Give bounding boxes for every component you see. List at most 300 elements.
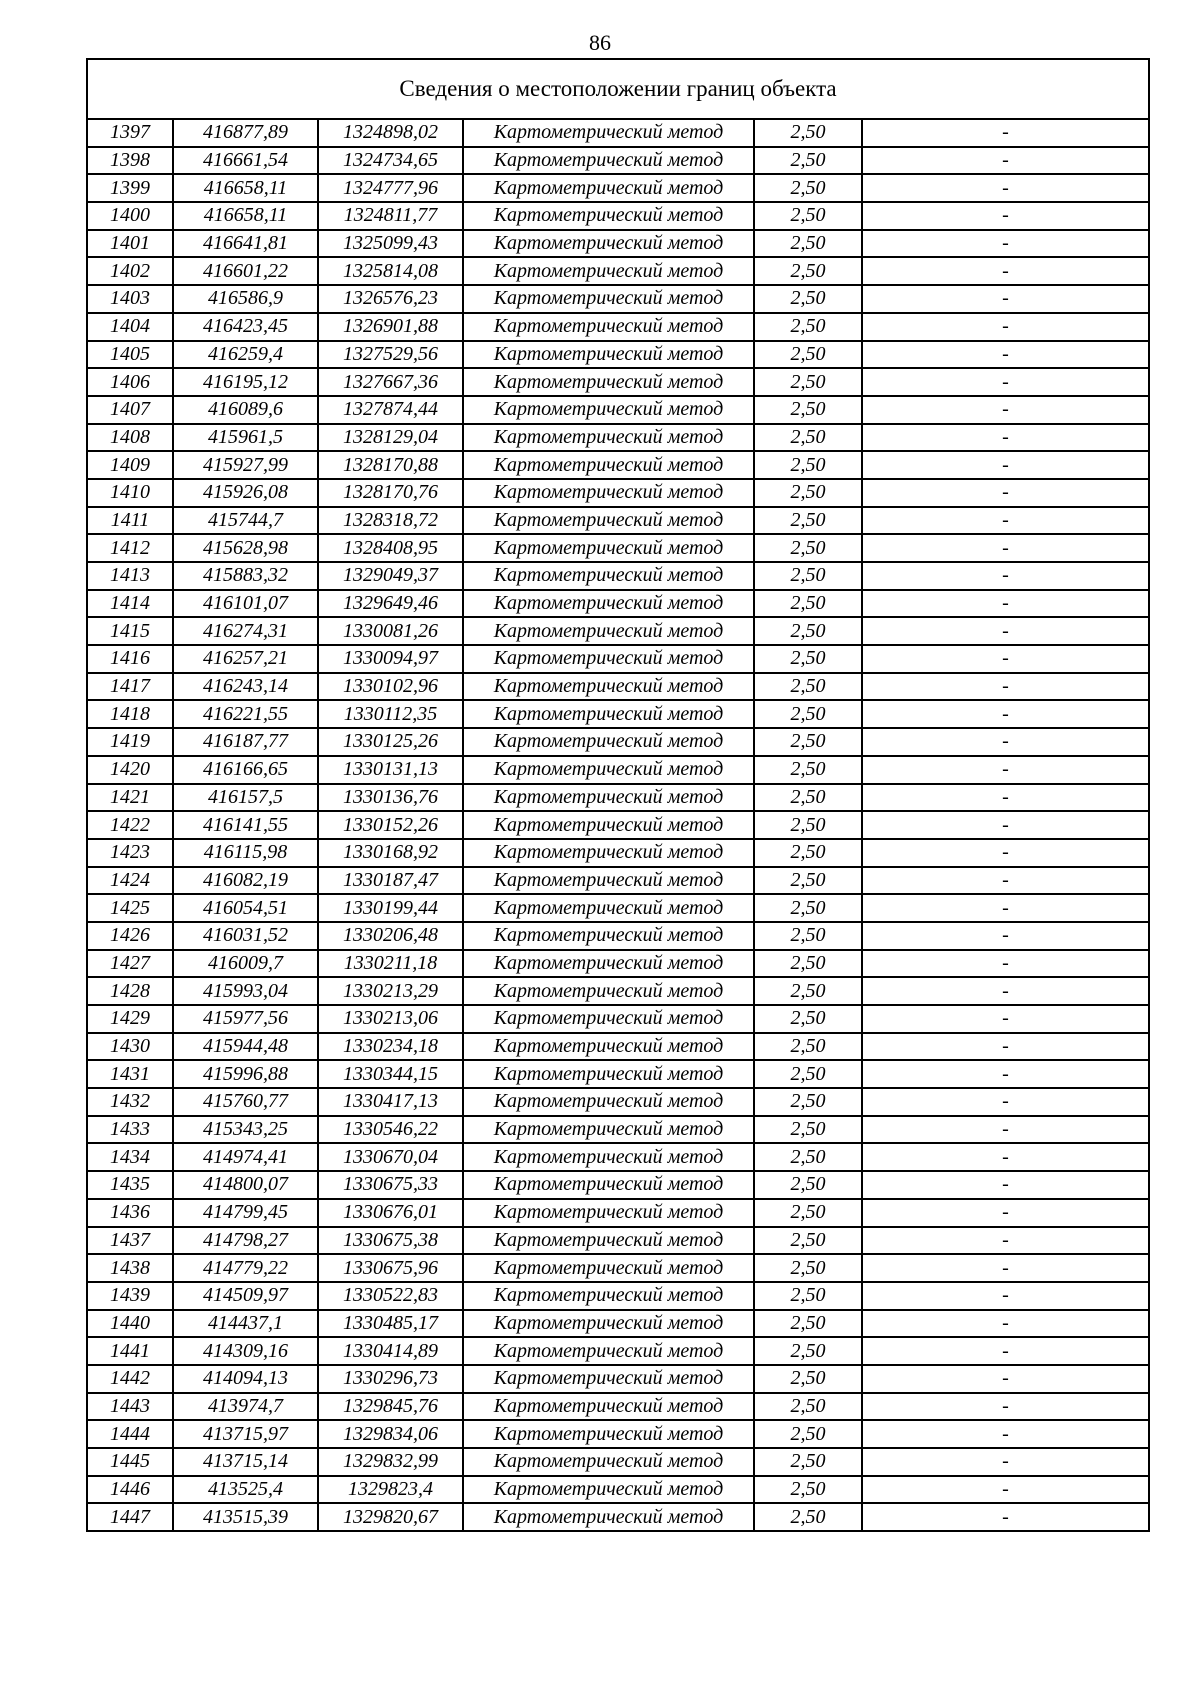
point-number-cell: 1412 [87,534,173,562]
y-coordinate-cell: 1329049,37 [318,562,463,590]
accuracy-cell: 2,50 [754,1199,862,1227]
y-coordinate-cell: 1328408,95 [318,534,463,562]
accuracy-cell: 2,50 [754,1476,862,1504]
method-cell: Картометрический метод [463,728,754,756]
description-cell: - [862,1060,1149,1088]
method-cell: Картометрический метод [463,396,754,424]
accuracy-cell: 2,50 [754,1420,862,1448]
table-row [87,1005,1149,1033]
x-coordinate-cell: 415760,77 [173,1088,318,1116]
point-number-cell: 1413 [87,562,173,590]
method-cell: Картометрический метод [463,507,754,535]
y-coordinate-cell: 1327529,56 [318,341,463,369]
accuracy-cell: 2,50 [754,894,862,922]
table-row [87,1476,1149,1504]
method-cell: Картометрический метод [463,257,754,285]
y-coordinate-cell: 1329823,4 [318,1476,463,1504]
description-cell: - [862,1420,1149,1448]
page-number: 86 [589,30,611,55]
point-number-cell: 1424 [87,867,173,895]
accuracy-cell: 2,50 [754,700,862,728]
table-row [87,257,1149,285]
method-cell: Картометрический метод [463,811,754,839]
x-coordinate-cell: 414309,16 [173,1337,318,1365]
table-row [87,1310,1149,1338]
point-number-cell: 1405 [87,341,173,369]
y-coordinate-cell: 1328170,88 [318,451,463,479]
table-row [87,673,1149,701]
x-coordinate-cell: 415993,04 [173,977,318,1005]
accuracy-cell: 2,50 [754,811,862,839]
accuracy-cell: 2,50 [754,1033,862,1061]
description-cell: - [862,811,1149,839]
table-row [87,811,1149,839]
method-cell: Картометрический метод [463,202,754,230]
method-cell: Картометрический метод [463,174,754,202]
table-row [87,534,1149,562]
point-number-cell: 1418 [87,700,173,728]
point-number-cell: 1438 [87,1254,173,1282]
y-coordinate-cell: 1330670,04 [318,1143,463,1171]
table-row [87,174,1149,202]
method-cell: Картометрический метод [463,839,754,867]
accuracy-cell: 2,50 [754,756,862,784]
point-number-cell: 1444 [87,1420,173,1448]
method-cell: Картометрический метод [463,950,754,978]
description-cell: - [862,894,1149,922]
table-row [87,1393,1149,1421]
point-number-cell: 1417 [87,673,173,701]
y-coordinate-cell: 1326576,23 [318,285,463,313]
table-row [87,1171,1149,1199]
accuracy-cell: 2,50 [754,1310,862,1338]
method-cell: Картометрический метод [463,784,754,812]
y-coordinate-cell: 1330675,38 [318,1227,463,1255]
table-body [87,119,1149,1531]
method-cell: Картометрический метод [463,1199,754,1227]
description-cell: - [862,1448,1149,1476]
method-cell: Картометрический метод [463,1033,754,1061]
description-cell: - [862,1116,1149,1144]
x-coordinate-cell: 416274,31 [173,617,318,645]
x-coordinate-cell: 416586,9 [173,285,318,313]
x-coordinate-cell: 416166,65 [173,756,318,784]
y-coordinate-cell: 1324811,77 [318,202,463,230]
point-number-cell: 1397 [87,119,173,147]
x-coordinate-cell: 415343,25 [173,1116,318,1144]
accuracy-cell: 2,50 [754,950,862,978]
description-cell: - [862,341,1149,369]
table-row [87,202,1149,230]
accuracy-cell: 2,50 [754,174,862,202]
x-coordinate-cell: 416115,98 [173,839,318,867]
x-coordinate-cell: 415926,08 [173,479,318,507]
description-cell: - [862,1393,1149,1421]
table-row [87,977,1149,1005]
description-cell: - [862,119,1149,147]
accuracy-cell: 2,50 [754,1254,862,1282]
accuracy-cell: 2,50 [754,922,862,950]
method-cell: Картометрический метод [463,1171,754,1199]
method-cell: Картометрический метод [463,1420,754,1448]
description-cell: - [862,922,1149,950]
x-coordinate-cell: 413974,7 [173,1393,318,1421]
method-cell: Картометрический метод [463,1254,754,1282]
point-number-cell: 1429 [87,1005,173,1033]
method-cell: Картометрический метод [463,922,754,950]
method-cell: Картометрический метод [463,1310,754,1338]
point-number-cell: 1419 [87,728,173,756]
table-row [87,1033,1149,1061]
point-number-cell: 1399 [87,174,173,202]
y-coordinate-cell: 1329820,67 [318,1503,463,1531]
point-number-cell: 1410 [87,479,173,507]
y-coordinate-cell: 1330213,29 [318,977,463,1005]
accuracy-cell: 2,50 [754,341,862,369]
point-number-cell: 1411 [87,507,173,535]
table-row [87,285,1149,313]
y-coordinate-cell: 1328170,76 [318,479,463,507]
method-cell: Картометрический метод [463,313,754,341]
x-coordinate-cell: 415977,56 [173,1005,318,1033]
table-row [87,894,1149,922]
point-number-cell: 1415 [87,617,173,645]
method-cell: Картометрический метод [463,1448,754,1476]
accuracy-cell: 2,50 [754,1365,862,1393]
table-row [87,1143,1149,1171]
point-number-cell: 1443 [87,1393,173,1421]
x-coordinate-cell: 416101,07 [173,590,318,618]
x-coordinate-cell: 416257,21 [173,645,318,673]
method-cell: Картометрический метод [463,451,754,479]
table-row [87,1116,1149,1144]
description-cell: - [862,230,1149,258]
table-row [87,617,1149,645]
method-cell: Картометрический метод [463,673,754,701]
accuracy-cell: 2,50 [754,1143,862,1171]
point-number-cell: 1421 [87,784,173,812]
y-coordinate-cell: 1330676,01 [318,1199,463,1227]
method-cell: Картометрический метод [463,1503,754,1531]
y-coordinate-cell: 1330152,26 [318,811,463,839]
x-coordinate-cell: 414437,1 [173,1310,318,1338]
description-cell: - [862,700,1149,728]
method-cell: Картометрический метод [463,617,754,645]
accuracy-cell: 2,50 [754,1005,862,1033]
x-coordinate-cell: 416243,14 [173,673,318,701]
description-cell: - [862,1337,1149,1365]
method-cell: Картометрический метод [463,341,754,369]
description-cell: - [862,1143,1149,1171]
accuracy-cell: 2,50 [754,424,862,452]
x-coordinate-cell: 415883,32 [173,562,318,590]
table-row [87,507,1149,535]
accuracy-cell: 2,50 [754,1088,862,1116]
x-coordinate-cell: 415944,48 [173,1033,318,1061]
point-number-cell: 1400 [87,202,173,230]
table-row [87,1060,1149,1088]
y-coordinate-cell: 1327874,44 [318,396,463,424]
y-coordinate-cell: 1330234,18 [318,1033,463,1061]
point-number-cell: 1439 [87,1282,173,1310]
table-row [87,1227,1149,1255]
method-cell: Картометрический метод [463,590,754,618]
accuracy-cell: 2,50 [754,451,862,479]
point-number-cell: 1398 [87,147,173,175]
table-row [87,1254,1149,1282]
accuracy-cell: 2,50 [754,368,862,396]
method-cell: Картометрический метод [463,1365,754,1393]
point-number-cell: 1427 [87,950,173,978]
method-cell: Картометрический метод [463,1227,754,1255]
description-cell: - [862,1199,1149,1227]
description-cell: - [862,950,1149,978]
x-coordinate-cell: 416195,12 [173,368,318,396]
method-cell: Картометрический метод [463,1337,754,1365]
description-cell: - [862,1310,1149,1338]
y-coordinate-cell: 1329832,99 [318,1448,463,1476]
point-number-cell: 1404 [87,313,173,341]
y-coordinate-cell: 1324734,65 [318,147,463,175]
accuracy-cell: 2,50 [754,313,862,341]
point-number-cell: 1428 [87,977,173,1005]
y-coordinate-cell: 1328318,72 [318,507,463,535]
description-cell: - [862,1476,1149,1504]
description-cell: - [862,1282,1149,1310]
x-coordinate-cell: 416641,81 [173,230,318,258]
point-number-cell: 1420 [87,756,173,784]
method-cell: Картометрический метод [463,285,754,313]
point-number-cell: 1431 [87,1060,173,1088]
table-row [87,1088,1149,1116]
x-coordinate-cell: 416601,22 [173,257,318,285]
description-cell: - [862,1503,1149,1531]
method-cell: Картометрический метод [463,1060,754,1088]
x-coordinate-cell: 414799,45 [173,1199,318,1227]
table-row [87,700,1149,728]
x-coordinate-cell: 416658,11 [173,174,318,202]
description-cell: - [862,756,1149,784]
description-cell: - [862,202,1149,230]
point-number-cell: 1416 [87,645,173,673]
table-row [87,728,1149,756]
y-coordinate-cell: 1325814,08 [318,257,463,285]
accuracy-cell: 2,50 [754,230,862,258]
y-coordinate-cell: 1329834,06 [318,1420,463,1448]
description-cell: - [862,645,1149,673]
accuracy-cell: 2,50 [754,1282,862,1310]
method-cell: Картометрический метод [463,230,754,258]
description-cell: - [862,396,1149,424]
table-row [87,1365,1149,1393]
description-cell: - [862,562,1149,590]
method-cell: Картометрический метод [463,119,754,147]
point-number-cell: 1422 [87,811,173,839]
y-coordinate-cell: 1329845,76 [318,1393,463,1421]
x-coordinate-cell: 416089,6 [173,396,318,424]
x-coordinate-cell: 415744,7 [173,507,318,535]
y-coordinate-cell: 1330344,15 [318,1060,463,1088]
y-coordinate-cell: 1330417,13 [318,1088,463,1116]
method-cell: Картометрический метод [463,368,754,396]
point-number-cell: 1445 [87,1448,173,1476]
y-coordinate-cell: 1330522,83 [318,1282,463,1310]
description-cell: - [862,507,1149,535]
x-coordinate-cell: 416221,55 [173,700,318,728]
table-row [87,1199,1149,1227]
point-number-cell: 1414 [87,590,173,618]
y-coordinate-cell: 1324777,96 [318,174,463,202]
point-number-cell: 1437 [87,1227,173,1255]
x-coordinate-cell: 416009,7 [173,950,318,978]
x-coordinate-cell: 415996,88 [173,1060,318,1088]
accuracy-cell: 2,50 [754,1116,862,1144]
description-cell: - [862,451,1149,479]
accuracy-cell: 2,50 [754,257,862,285]
point-number-cell: 1432 [87,1088,173,1116]
point-number-cell: 1423 [87,839,173,867]
x-coordinate-cell: 416157,5 [173,784,318,812]
table-row [87,424,1149,452]
method-cell: Картометрический метод [463,756,754,784]
method-cell: Картометрический метод [463,700,754,728]
description-cell: - [862,1088,1149,1116]
point-number-cell: 1446 [87,1476,173,1504]
y-coordinate-cell: 1330675,96 [318,1254,463,1282]
description-cell: - [862,174,1149,202]
x-coordinate-cell: 416877,89 [173,119,318,147]
x-coordinate-cell: 414094,13 [173,1365,318,1393]
method-cell: Картометрический метод [463,1088,754,1116]
accuracy-cell: 2,50 [754,1171,862,1199]
method-cell: Картометрический метод [463,534,754,562]
y-coordinate-cell: 1330094,97 [318,645,463,673]
description-cell: - [862,313,1149,341]
accuracy-cell: 2,50 [754,1337,862,1365]
table-row [87,1503,1149,1531]
table-row [87,839,1149,867]
accuracy-cell: 2,50 [754,1503,862,1531]
table-title: Сведения о местоположении границ объекта [87,59,1149,119]
description-cell: - [862,617,1149,645]
table-row [87,313,1149,341]
table-row [87,230,1149,258]
y-coordinate-cell: 1325099,43 [318,230,463,258]
y-coordinate-cell: 1324898,02 [318,119,463,147]
description-cell: - [862,839,1149,867]
description-cell: - [862,1171,1149,1199]
point-number-cell: 1401 [87,230,173,258]
table-row [87,1337,1149,1365]
table-row [87,451,1149,479]
table-row [87,922,1149,950]
y-coordinate-cell: 1330414,89 [318,1337,463,1365]
description-cell: - [862,590,1149,618]
description-cell: - [862,728,1149,756]
x-coordinate-cell: 414800,07 [173,1171,318,1199]
method-cell: Картометрический метод [463,1476,754,1504]
accuracy-cell: 2,50 [754,507,862,535]
description-cell: - [862,147,1149,175]
table-row [87,119,1149,147]
x-coordinate-cell: 415628,98 [173,534,318,562]
accuracy-cell: 2,50 [754,977,862,1005]
y-coordinate-cell: 1326901,88 [318,313,463,341]
y-coordinate-cell: 1330168,92 [318,839,463,867]
method-cell: Картометрический метод [463,479,754,507]
description-cell: - [862,424,1149,452]
y-coordinate-cell: 1330211,18 [318,950,463,978]
method-cell: Картометрический метод [463,562,754,590]
x-coordinate-cell: 416658,11 [173,202,318,230]
method-cell: Картометрический метод [463,645,754,673]
description-cell: - [862,1365,1149,1393]
accuracy-cell: 2,50 [754,562,862,590]
y-coordinate-cell: 1330199,44 [318,894,463,922]
table-row [87,645,1149,673]
accuracy-cell: 2,50 [754,784,862,812]
accuracy-cell: 2,50 [754,839,862,867]
y-coordinate-cell: 1330187,47 [318,867,463,895]
accuracy-cell: 2,50 [754,119,862,147]
description-cell: - [862,784,1149,812]
table-row [87,396,1149,424]
description-cell: - [862,479,1149,507]
accuracy-cell: 2,50 [754,590,862,618]
point-number-cell: 1430 [87,1033,173,1061]
y-coordinate-cell: 1330136,76 [318,784,463,812]
y-coordinate-cell: 1330485,17 [318,1310,463,1338]
description-cell: - [862,867,1149,895]
point-number-cell: 1436 [87,1199,173,1227]
method-cell: Картометрический метод [463,1282,754,1310]
table-row [87,562,1149,590]
table-row [87,756,1149,784]
x-coordinate-cell: 416259,4 [173,341,318,369]
point-number-cell: 1402 [87,257,173,285]
accuracy-cell: 2,50 [754,479,862,507]
table-row [87,147,1149,175]
y-coordinate-cell: 1328129,04 [318,424,463,452]
description-cell: - [862,1033,1149,1061]
y-coordinate-cell: 1330546,22 [318,1116,463,1144]
accuracy-cell: 2,50 [754,867,862,895]
x-coordinate-cell: 415961,5 [173,424,318,452]
x-coordinate-cell: 416031,52 [173,922,318,950]
table-row [87,479,1149,507]
description-cell: - [862,534,1149,562]
accuracy-cell: 2,50 [754,673,862,701]
accuracy-cell: 2,50 [754,1448,862,1476]
x-coordinate-cell: 414974,41 [173,1143,318,1171]
table-row [87,341,1149,369]
description-cell: - [862,977,1149,1005]
point-number-cell: 1440 [87,1310,173,1338]
point-number-cell: 1442 [87,1365,173,1393]
description-cell: - [862,1005,1149,1033]
x-coordinate-cell: 413525,4 [173,1476,318,1504]
y-coordinate-cell: 1327667,36 [318,368,463,396]
x-coordinate-cell: 416054,51 [173,894,318,922]
method-cell: Картометрический метод [463,1116,754,1144]
table-row [87,784,1149,812]
method-cell: Картометрический метод [463,977,754,1005]
accuracy-cell: 2,50 [754,645,862,673]
description-cell: - [862,1227,1149,1255]
point-number-cell: 1434 [87,1143,173,1171]
x-coordinate-cell: 416082,19 [173,867,318,895]
y-coordinate-cell: 1330081,26 [318,617,463,645]
